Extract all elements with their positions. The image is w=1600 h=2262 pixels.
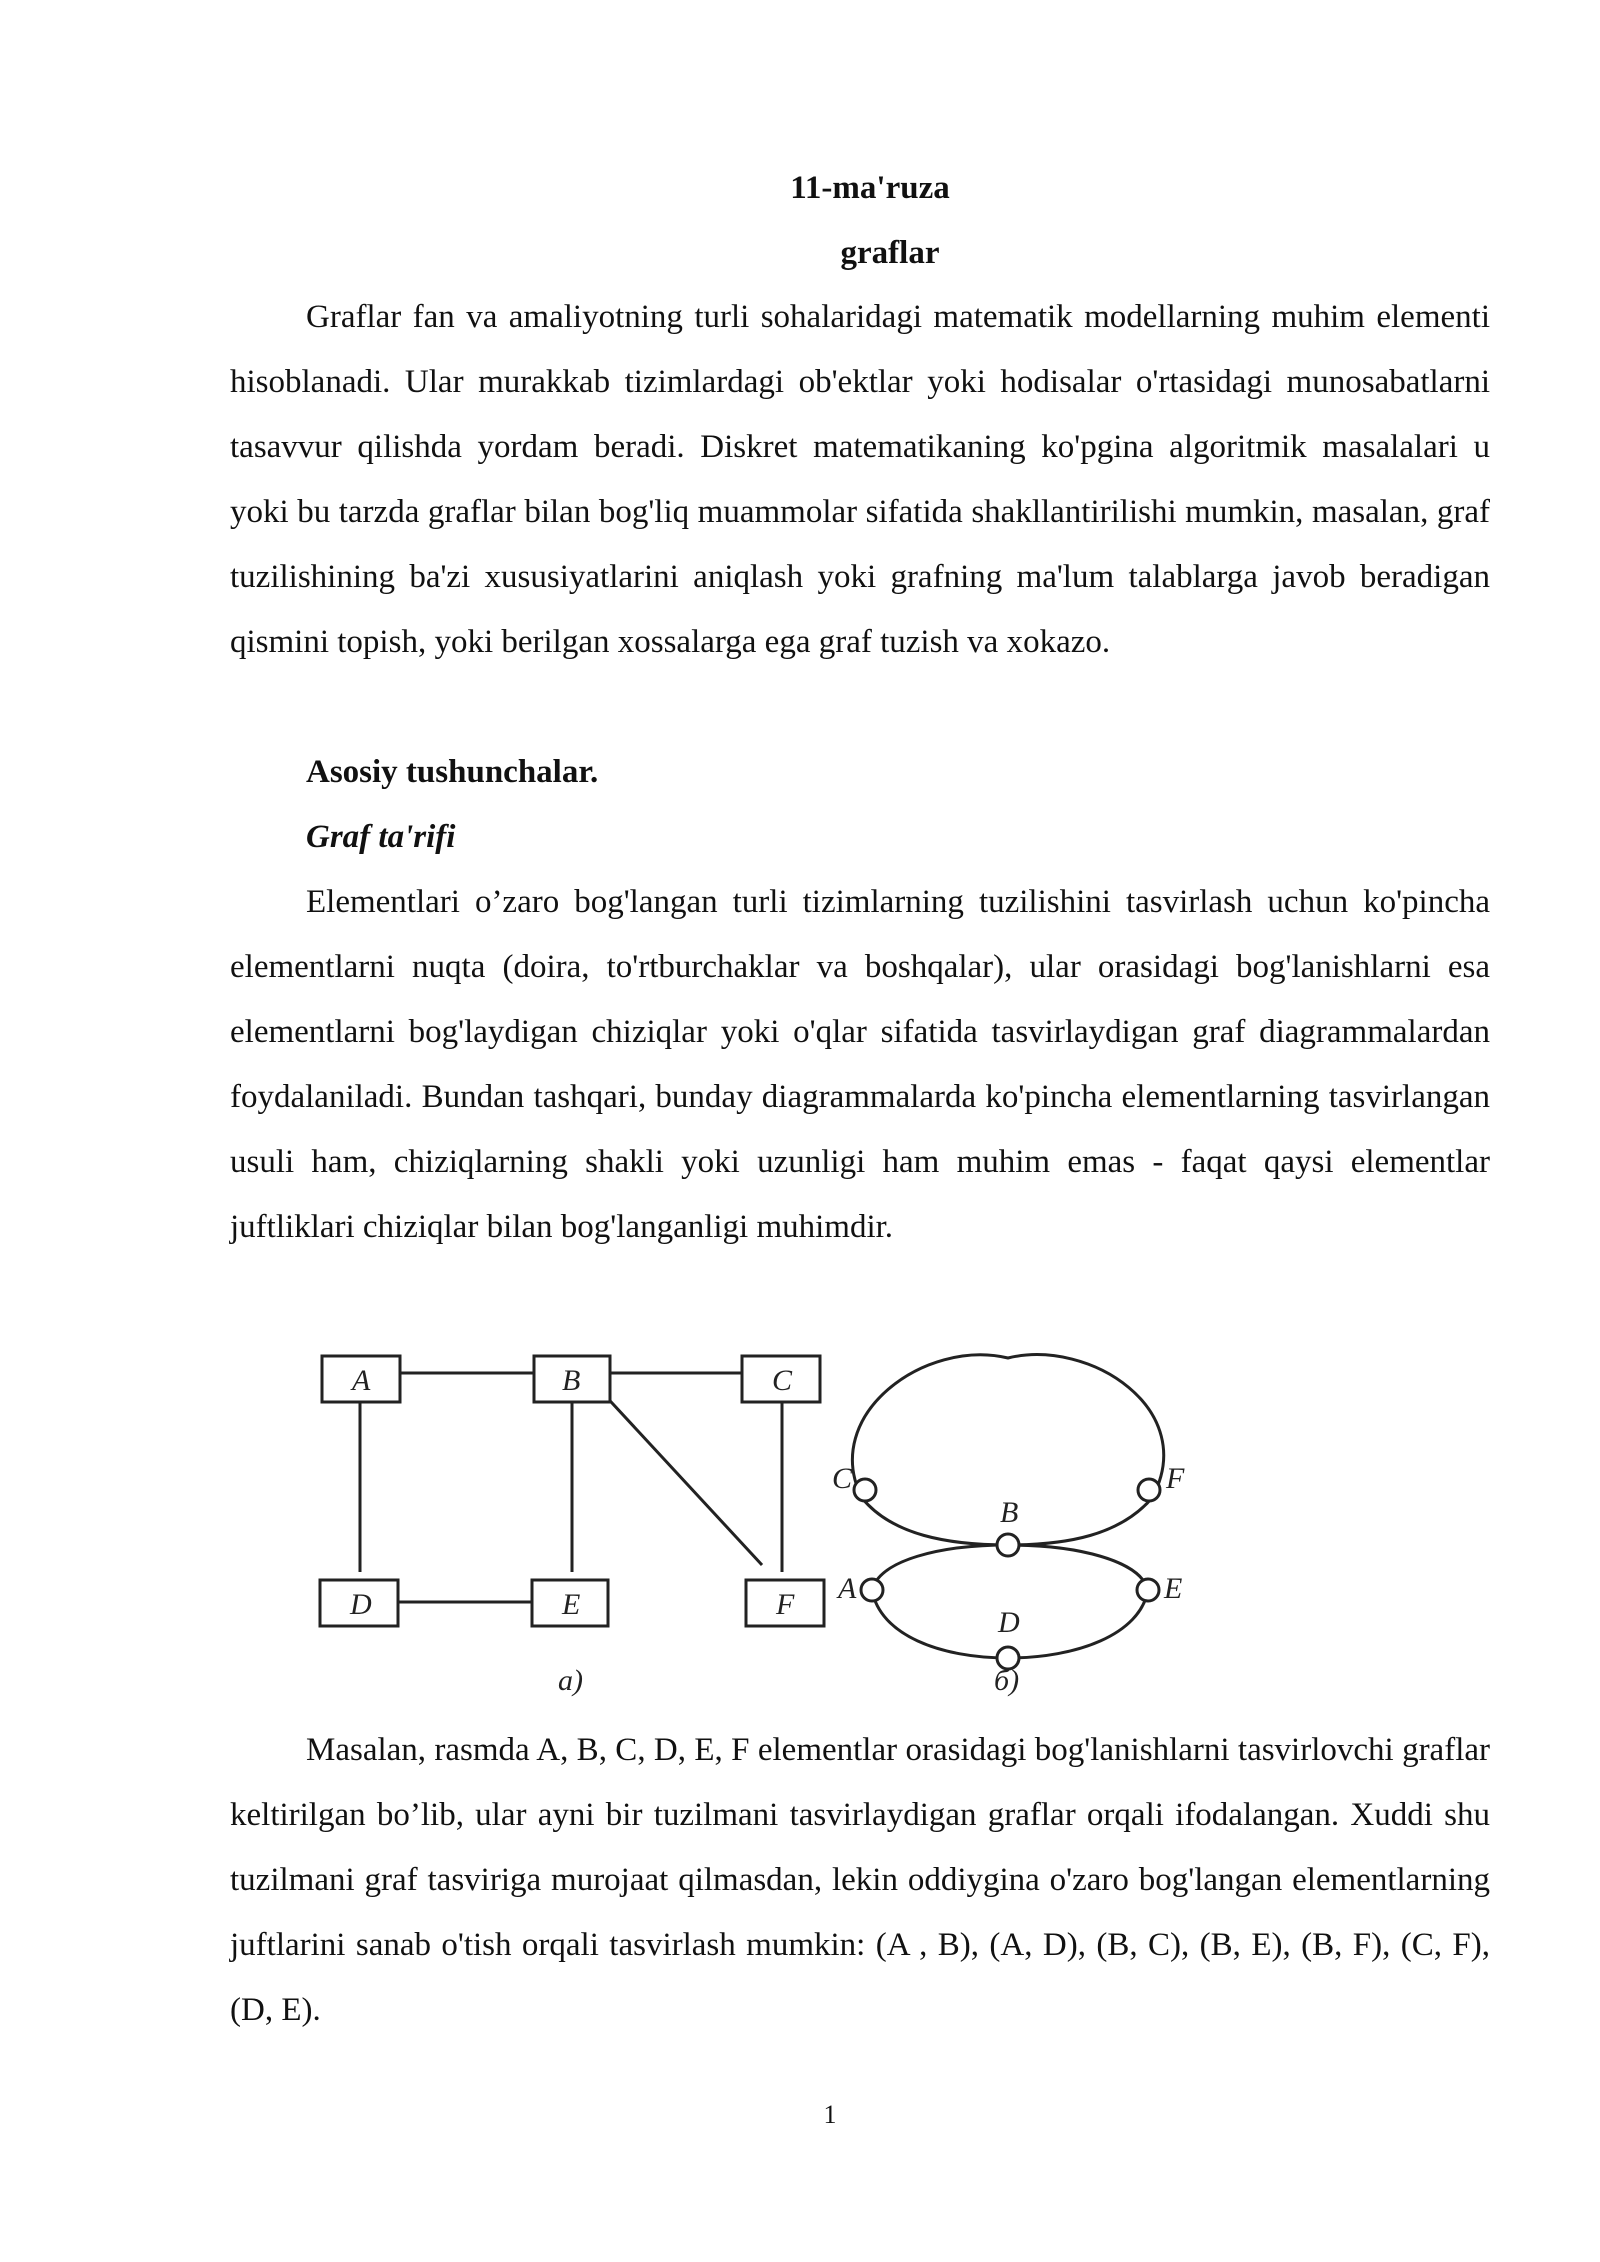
lecture-subtitle: graflar [840,235,940,271]
node-label-b: B [562,1364,581,1397]
node-circle-e [1137,1579,1159,1601]
left-graph-caption: a) [558,1664,583,1697]
graph-figure [300,1340,1400,1710]
page-number: 1 [823,2100,837,2129]
node-label-d-right: D [998,1606,1020,1639]
edge-b-f [600,1390,762,1565]
node-circle-b [997,1534,1019,1556]
node-label-e: E [562,1588,581,1621]
upper-loop-right [1008,1498,1152,1545]
node-circle-a [861,1579,883,1601]
node-label-f: F [776,1588,795,1621]
node-label-d: D [350,1588,372,1621]
graph-figure-svg [300,1340,1400,1710]
node-circle-c [854,1479,876,1501]
node-label-c-right: C [832,1462,853,1495]
upper-loop-top [852,1355,1163,1498]
lecture-title: 11-ma'ruza [790,170,950,206]
node-label-a: A [352,1364,371,1397]
node-label-a-right: A [838,1572,857,1605]
left-graph-edges [360,1373,782,1602]
node-circle-f [1138,1479,1160,1501]
section-heading: Asosiy tushunchalar. [306,754,599,790]
node-label-e-right: E [1164,1572,1183,1605]
definition-paragraph: Elementlari o’zaro bog'langan turli tizimlarning tuzilishini tasvirlash uchun ko'pincha elementlarni nuqta (doira, to'rtburchaklar va boshqalar), ular orasidagi bog'lanishlarni esa elementlarni bog'laydigan chiziqlar yoki o'qlar sifatida tasvirlaydigan graf diagrammalardan foydalaniladi. Bundan tashqari, bunday diagrammalarda ko'pincha elementlarning tasvirlangan usuli ham, chiziqlarning shakli yoki uzunligi ham muhim emas - faqat qaysi elementlar juftliklari chiziqlar bilan bog'langanligi muhimdir. [230,884,1490,1245]
node-label-b-right: B [1000,1496,1019,1529]
upper-loop-left [862,1498,1008,1545]
lower-loop-right [1008,1545,1148,1658]
node-label-f-right: F [1166,1462,1185,1495]
lower-loop-left [872,1545,1008,1658]
intro-paragraph: Graflar fan va amaliyotning turli sohalaridagi matematik modellarning muhim elementi hisoblanadi. Ular murakkab tizimlardagi ob'ektlar yoki hodisalar o'rtasidagi munosabatlarni tasavvur qilishda yordam beradi. Diskret matematikaning ko'pgina algoritmik masalalari u yoki bu tarzda graflar bilan bog'liq muammolar sifatida shakllantirilishi mumkin, masalan, graf tuzilishining ba'zi xususiyatlarini aniqlash yoki grafning ma'lum talablarga javob beradigan qismini topish, yoki berilgan xossalarga ega graf tuzish va xokazo. [230,299,1490,660]
example-paragraph: Masalan, rasmda A, B, C, D, E, F elementlar orasidagi bog'lanishlarni tasvirlovchi graflar keltirilgan bo’lib, ular ayni bir tuzilmani tasvirlaydigan graflar orqali ifodalangan. Xuddi shu tuzilmani graf tasviriga murojaat qilmasdan, lekin oddiygina o'zaro bog'langan elementlarning juftlarini sanab o'tish orqali tasvirlash mumkin: (A , B), (A, D), (B, C), (B, E), (B, F), (C, F), (D, E). [230,1732,1490,2028]
subsection-heading: Graf ta'rifi [306,819,456,855]
right-graph-caption: б) [994,1664,1020,1697]
node-label-c: C [772,1364,793,1397]
